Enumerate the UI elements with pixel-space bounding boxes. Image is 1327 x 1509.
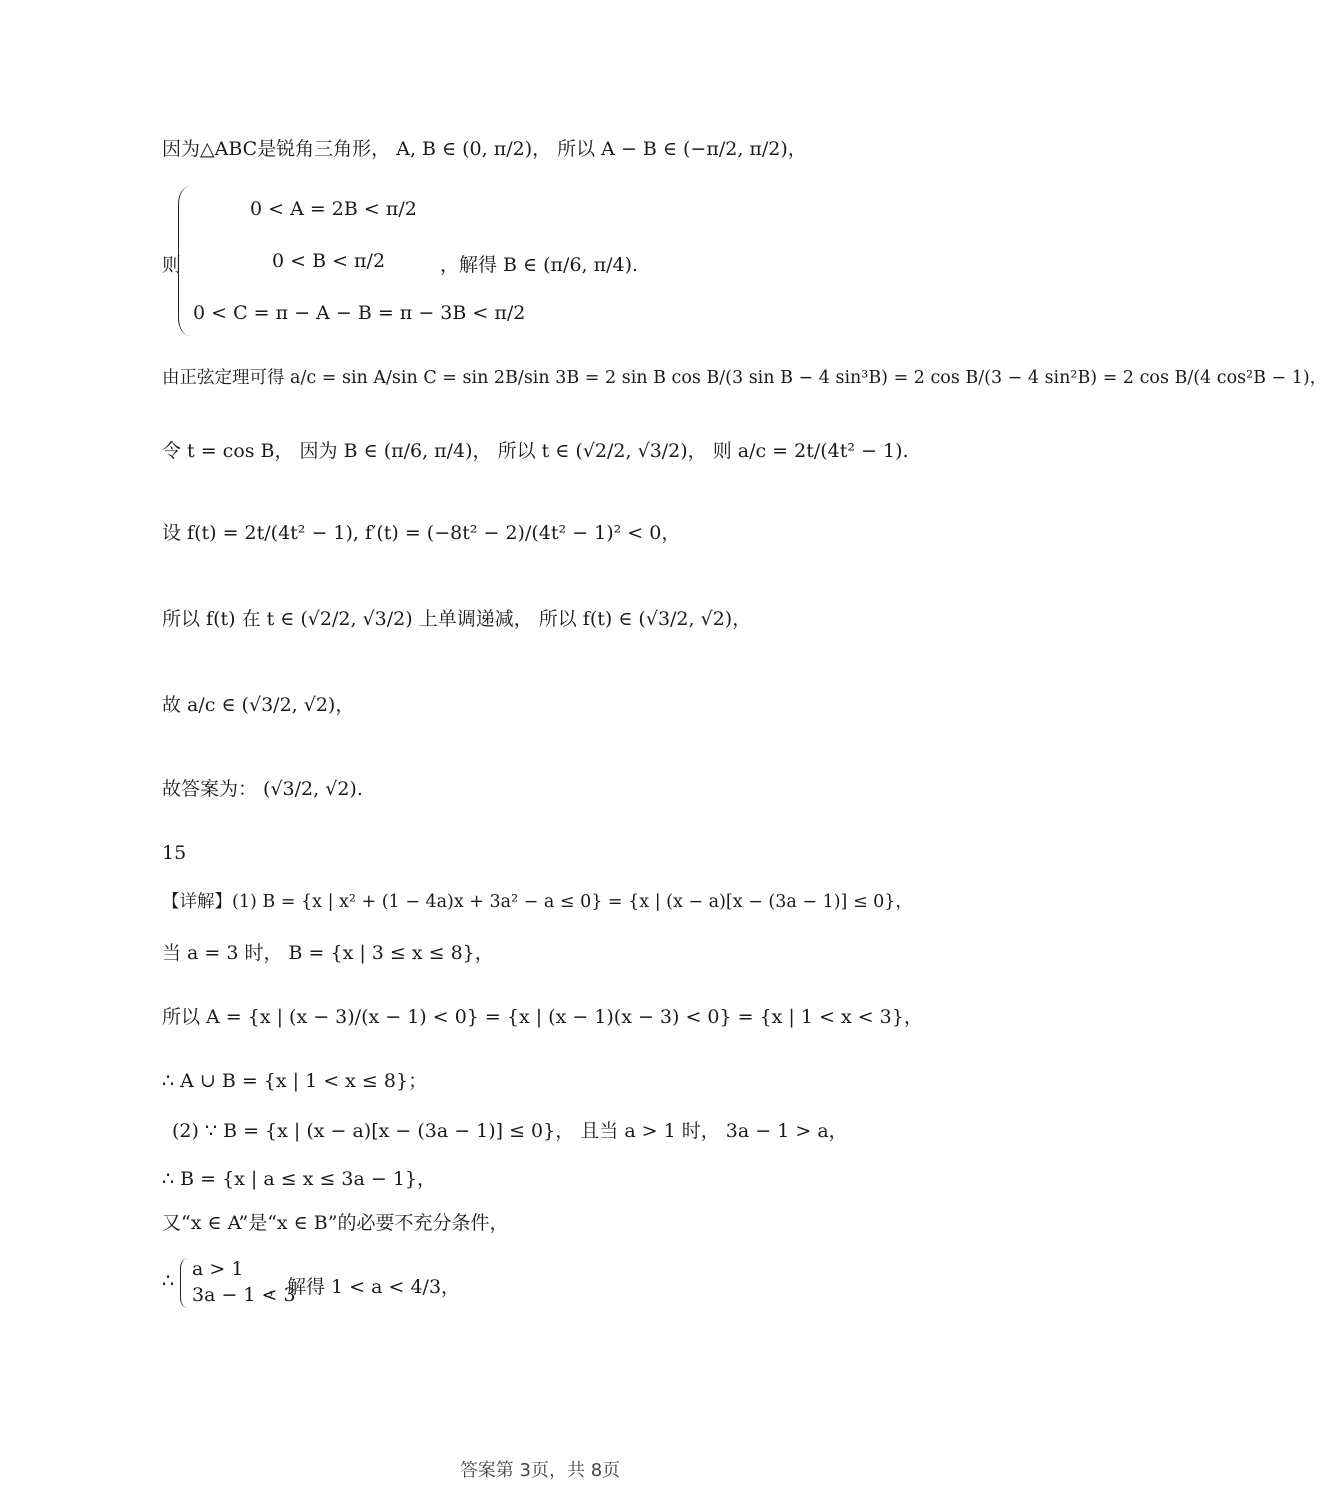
- system-line: 0 < B < π/2: [272, 250, 386, 272]
- therefore-symbol: ∴: [162, 1270, 175, 1292]
- brace: [178, 186, 191, 336]
- text-line: 所以 f(t) 在 t ∈ (√2/2, √3/2) 上单调递减， 所以 f(t) ∈ (√3/2, √2)，: [162, 608, 752, 630]
- text-line: ∴ A ∪ B = {x | 1 < x ≤ 8}；: [162, 1070, 428, 1092]
- system-line: 0 < C = π − A − B = π − 3B < π/2: [193, 302, 526, 324]
- system-line: 3a − 1 < 3: [192, 1284, 296, 1306]
- text-line: 令 t = cos B， 因为 B ∈ (π/6, π/4)， 所以 t ∈ (√2/2, √3/2)， 则 a/c = 2t/(4t² − 1).: [162, 440, 909, 462]
- page-footer: 答案第 3页，共 8页: [459, 1460, 621, 1481]
- text-line: ∴ B = {x | a ≤ x ≤ 3a − 1}，: [162, 1168, 437, 1190]
- system-line: 0 < A = 2B < π/2: [250, 198, 417, 220]
- text-line: 则: [162, 254, 182, 276]
- text-line: 当 a = 3 时， B = {x | 3 ≤ x ≤ 8}，: [162, 942, 494, 964]
- system-result: ，解得 1 < a < 4/3，: [268, 1276, 461, 1298]
- text-line: (2) ∵ B = {x | (x − a)[x − (3a − 1)] ≤ 0}， 且当 a > 1 时， 3a − 1 > a，: [172, 1120, 848, 1142]
- text-line: 又“x ∈ A”是“x ∈ B”的必要不充分条件，: [162, 1212, 509, 1234]
- text-line: 故 a/c ∈ (√3/2, √2)，: [162, 694, 355, 716]
- brace: [180, 1258, 189, 1308]
- text-line: 故答案为： (√3/2, √2).: [162, 778, 363, 800]
- text-line: 【详解】(1) B = {x | x² + (1 − 4a)x + 3a² − a ≤ 0} = {x | (x − a)[x − (3a − 1)] ≤ 0}，: [162, 892, 913, 912]
- text-line: 因为△ABC是锐角三角形， A, B ∈ (0, π/2)， 所以 A − B ∈ (−π/2, π/2)，: [162, 138, 807, 160]
- system-result: ，解得 B ∈ (π/6, π/4).: [440, 254, 639, 276]
- text-line: 所以 A = {x | (x − 3)/(x − 1) < 0} = {x | (x − 1)(x − 3) < 0} = {x | 1 < x < 3}，: [162, 1006, 923, 1028]
- text-line: 由正弦定理可得 a/c = sin A/sin C = sin 2B/sin 3B = 2 sin B cos B/(3 sin B − 4 sin³B) = 2 cos B/(3 − 4 sin²B) = 2 cos B/(4 cos²B − 1)，: [162, 368, 1327, 388]
- question-number: 15: [162, 842, 187, 864]
- text-line: 设 f(t) = 2t/(4t² − 1), f′(t) = (−8t² − 2)/(4t² − 1)² < 0，: [162, 522, 681, 544]
- system-line: a > 1: [192, 1258, 244, 1280]
